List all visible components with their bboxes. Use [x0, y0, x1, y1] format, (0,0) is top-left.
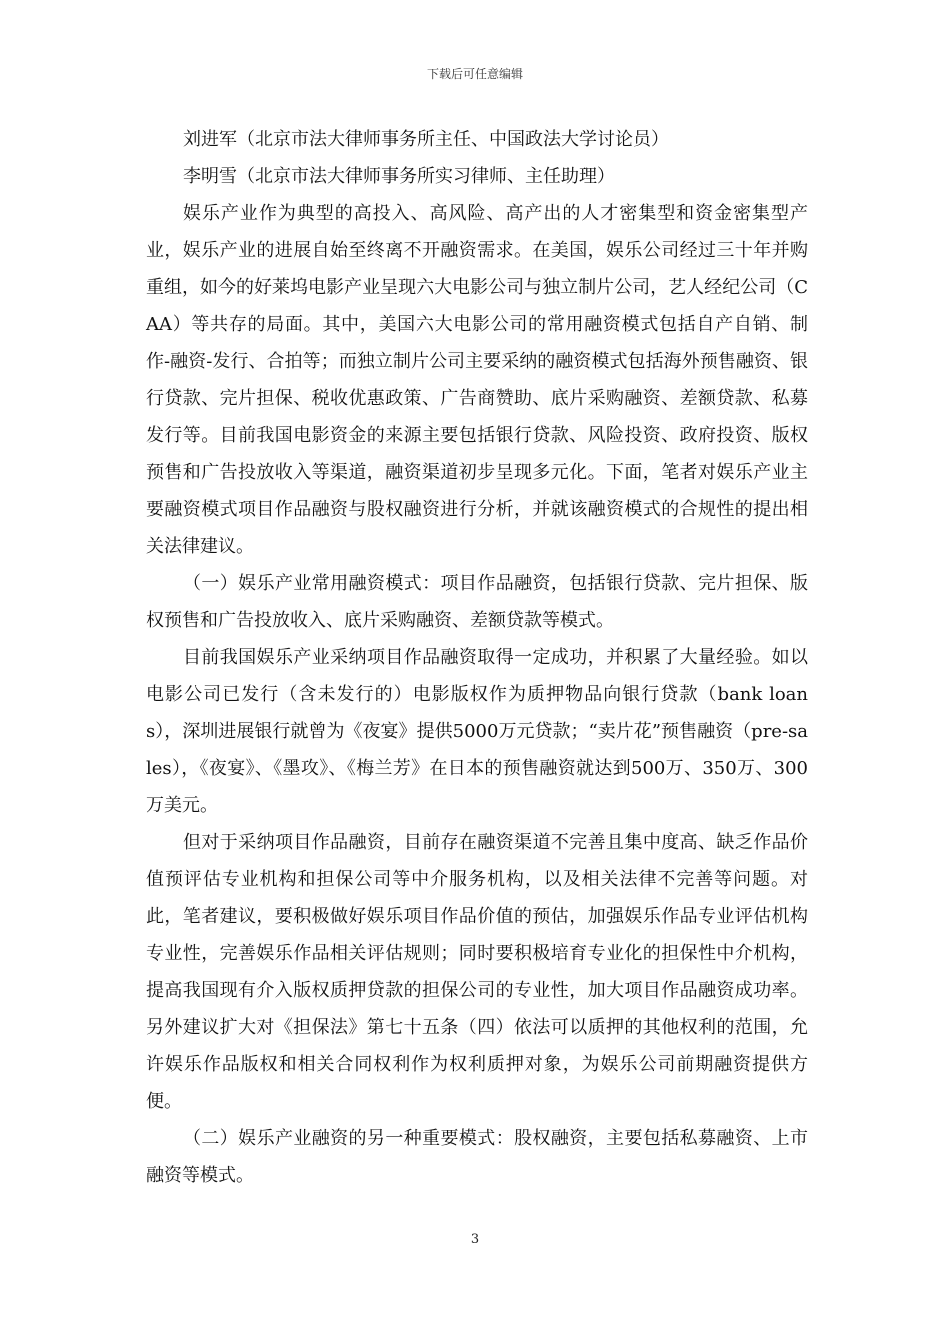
page-number: 3: [470, 1232, 480, 1247]
section-two-heading: （二）娱乐产业融资的另一种重要模式：股权融资，主要包括私募融资、上市融资等模式。: [146, 1128, 808, 1186]
document-body: [146, 121, 808, 1194]
recommendation-paragraph: 但对于采纳项目作品融资，目前存在融资渠道不完善且集中度高、缺乏作品价值预评估专业机构和担保公司等中介服务机构，以及相关法律不完善等问题。对此，笔者建议，要积极做好娱乐项目作品价值的预估，加强娱乐作品专业评估机构专业性，完善娱乐作品相关评估规则；同时要积极培育专业化的担保性中介机构，提高我国现有介入版权质押贷款的担保公司的专业性，加大项目作品融资成功率。另外建议扩大对《担保法》第七十五条（四）依法可以质押的其他权利的范围，允许娱乐作品版权和相关合同权利作为权利质押对象，为娱乐公司前期融资提供方便。: [146, 832, 808, 1112]
author-line-li: 李明雪（北京市法大律师事务所实习律师、主任助理）: [183, 166, 615, 187]
author-line-liu: 刘进军（北京市法大律师事务所主任、中国政法大学讨论员）: [183, 129, 669, 150]
page-header: 下载后可任意编辑: [426, 67, 523, 81]
section-one-heading: （一）娱乐产业常用融资模式：项目作品融资，包括银行贷款、完片担保、版权预售和广告投放收入、底片采购融资、差额贷款等模式。: [146, 573, 808, 631]
intro-paragraph: 娱乐产业作为典型的高投入、高风险、高产出的人才密集型和资金密集型产业，娱乐产业的进展自始至终离不开融资需求。在美国，娱乐公司经过三十年并购重组，如今的好莱坞电影产业呈现六大电影公司与独立制片公司，艺人经纪公司（CAA）等共存的局面。其中，美国六大电影公司的常用融资模式包括自产自销、制作-融资-发行、合拍等；而独立制片公司主要采纳的融资模式包括海外预售融资、银行贷款、完片担保、税收优惠政策、广告商赞助、底片采购融资、差额贷款、私募发行等。目前我国电影资金的来源主要包括银行贷款、风险投资、政府投资、版权预售和广告投放收入等渠道，融资渠道初步呈现多元化。下面，笔者对娱乐产业主要融资模式项目作品融资与股权融资进行分析，并就该融资模式的合规性的提出相关法律建议。: [146, 203, 808, 557]
project-financing-paragraph: 目前我国娱乐产业采纳项目作品融资取得一定成功，并积累了大量经验。如以电影公司已发行（含未发行的）电影版权作为质押物品向银行贷款（bank loans），深圳进展银行就曾为《夜宴》提供5000万元贷款；“卖片花”预售融资（pre-sales），《夜宴》、《墨攻》、《梅兰芳》在日本的预售融资就达到500万、350万、300万美元。: [146, 647, 808, 816]
